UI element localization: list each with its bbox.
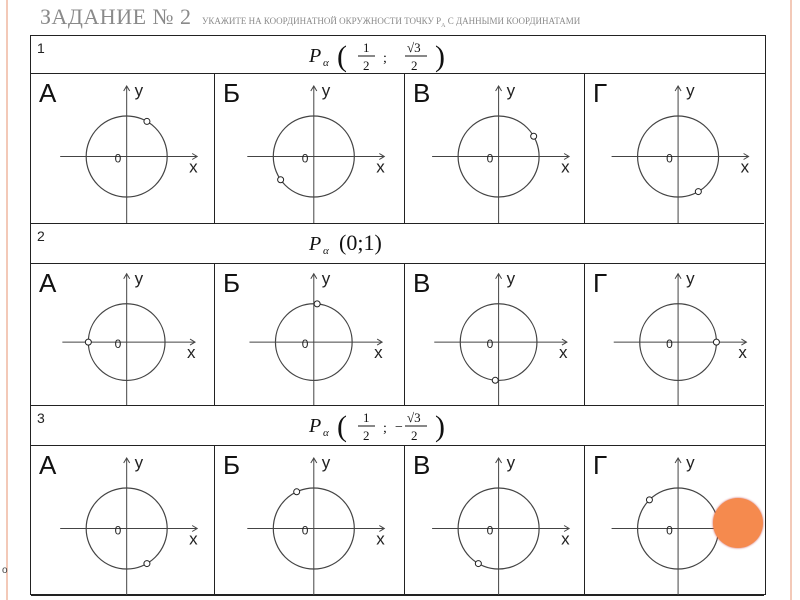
formula-separator: ; xyxy=(383,51,387,66)
formula-container xyxy=(303,408,493,449)
row-header-3 xyxy=(31,406,765,446)
circle-point-marker xyxy=(314,301,320,307)
x-axis-label: x xyxy=(561,157,570,177)
formula-symbol: P xyxy=(309,45,322,67)
formula-x-numerator: 1 xyxy=(363,410,370,425)
row-header-1 xyxy=(31,36,765,74)
unit-circle-diagram xyxy=(585,74,764,224)
circle-point-marker xyxy=(144,118,150,124)
title-main: ЗАДАНИЕ № 2 xyxy=(40,4,192,29)
x-axis-label: x xyxy=(374,343,383,363)
answer-option-3-1[interactable] xyxy=(31,446,215,596)
formula-container xyxy=(303,38,493,79)
circle-point-marker xyxy=(475,561,481,567)
circle-point-marker xyxy=(695,189,701,195)
formula-symbol: P xyxy=(309,233,322,255)
y-axis-label: y xyxy=(321,81,331,100)
origin-label: 0 xyxy=(486,523,494,538)
unit-circle-diagram xyxy=(31,446,215,596)
formula-right-paren: ) xyxy=(435,40,445,73)
option-letter: А xyxy=(39,450,57,480)
formula-subscript: α xyxy=(323,427,329,439)
x-axis-label: x xyxy=(189,529,198,549)
title-instruction-post: С ДАННЫМИ КООРДИНАТАМИ xyxy=(447,16,581,26)
origin-label: 0 xyxy=(486,151,494,166)
x-axis-label: x xyxy=(558,343,568,363)
formula-left-paren: ( xyxy=(337,410,347,443)
row-number: 1 xyxy=(37,40,45,56)
slide-title xyxy=(40,4,580,30)
y-axis-label: y xyxy=(321,268,331,288)
origin-label: 0 xyxy=(114,337,122,352)
answer-option-3-2[interactable] xyxy=(215,446,405,596)
circle-point-marker xyxy=(85,339,91,345)
answer-option-1-3[interactable] xyxy=(405,74,585,224)
answer-option-2-3[interactable] xyxy=(405,264,585,406)
origin-label: 0 xyxy=(301,523,309,538)
formula-subscript: α xyxy=(323,57,329,69)
bullet-icon: o xyxy=(2,565,8,576)
y-axis-label: y xyxy=(134,268,144,288)
answer-option-1-2[interactable] xyxy=(215,74,405,224)
y-axis-label: y xyxy=(134,453,144,472)
answer-option-2-4[interactable] xyxy=(585,264,764,406)
formula-y-sign: − xyxy=(395,420,403,435)
origin-label: 0 xyxy=(301,337,309,352)
unit-circle-diagram xyxy=(405,446,585,596)
option-letter: Б xyxy=(223,268,241,298)
x-axis-label: x xyxy=(561,529,570,549)
formula-symbol: P xyxy=(309,415,322,437)
formula-x-denominator: 2 xyxy=(363,58,370,73)
x-axis-label: x xyxy=(376,157,385,177)
row-header-2 xyxy=(31,224,765,264)
formula-right-paren: ) xyxy=(435,410,445,443)
option-letter: Б xyxy=(223,450,241,480)
formula-3 xyxy=(303,408,493,444)
formula-subscript: α xyxy=(323,245,329,257)
option-letter: Г xyxy=(593,450,608,480)
task-table xyxy=(30,35,766,595)
origin-label: 0 xyxy=(114,523,122,538)
unit-circle-diagram xyxy=(31,264,215,406)
circle-point-marker xyxy=(531,133,537,139)
formula-y-denominator: 2 xyxy=(411,58,418,73)
y-axis-label: y xyxy=(686,81,695,100)
formula-separator: ; xyxy=(383,421,387,436)
formula-coordinates: (0;1) xyxy=(339,230,382,255)
y-axis-label: y xyxy=(321,453,331,472)
title-point-sub: Α xyxy=(441,22,446,29)
unit-circle-diagram xyxy=(405,264,585,406)
unit-circle-diagram xyxy=(585,264,764,406)
formula-left-paren: ( xyxy=(337,40,347,73)
option-letter: В xyxy=(413,450,431,480)
title-point-symbol: P xyxy=(436,16,442,26)
y-axis-label: y xyxy=(686,453,695,472)
origin-label: 0 xyxy=(114,151,122,166)
unit-circle-diagram xyxy=(31,74,215,224)
origin-label: 0 xyxy=(666,523,673,538)
option-letter: В xyxy=(413,78,431,108)
x-axis-label: x xyxy=(187,343,196,363)
unit-circle-diagram xyxy=(405,74,585,224)
unit-circle-diagram xyxy=(215,74,405,224)
x-axis-label: x xyxy=(740,157,750,177)
answer-option-2-2[interactable] xyxy=(215,264,405,406)
row-number: 3 xyxy=(37,410,45,426)
unit-circle-diagram xyxy=(215,264,405,406)
origin-label: 0 xyxy=(301,151,309,166)
formula-y-numerator: √3 xyxy=(407,40,421,55)
row-number: 2 xyxy=(37,228,45,244)
circle-point-marker xyxy=(646,497,652,503)
option-letter: Б xyxy=(223,78,241,108)
circle-point-marker xyxy=(294,489,300,495)
option-letter: А xyxy=(39,268,57,298)
option-letter: А xyxy=(39,78,57,108)
x-axis-label: x xyxy=(189,157,198,177)
y-axis-label: y xyxy=(134,81,144,100)
y-axis-label: y xyxy=(506,81,516,100)
formula-2 xyxy=(303,226,493,262)
origin-label: 0 xyxy=(666,337,673,352)
origin-label: 0 xyxy=(486,337,494,352)
formula-1 xyxy=(303,38,493,74)
circle-point-marker xyxy=(492,377,498,383)
circle-point-marker xyxy=(278,177,284,183)
origin-label: 0 xyxy=(666,151,673,166)
answer-option-1-4[interactable] xyxy=(585,74,764,224)
answer-option-1-1[interactable] xyxy=(31,74,215,224)
title-instruction xyxy=(201,16,581,29)
decorative-orange-circle xyxy=(713,498,763,548)
formula-y-denominator: 2 xyxy=(411,428,418,443)
answer-option-3-3[interactable] xyxy=(405,446,585,596)
circle-point-marker xyxy=(713,339,719,345)
option-letter: В xyxy=(413,268,431,298)
y-axis-label: y xyxy=(506,453,516,472)
y-axis-label: y xyxy=(506,268,516,288)
title-instruction-pre: УКАЖИТЕ НА КООРДИНАТНОЙ ОКРУЖНОСТИ ТОЧКУ xyxy=(201,16,434,26)
formula-x-numerator: 1 xyxy=(363,40,370,55)
x-axis-label: x xyxy=(376,529,385,549)
option-letter: Г xyxy=(593,78,608,108)
y-axis-label: y xyxy=(686,268,695,288)
answer-option-2-1[interactable] xyxy=(31,264,215,406)
formula-y-numerator: √3 xyxy=(407,410,421,425)
x-axis-label: x xyxy=(738,343,747,363)
unit-circle-diagram xyxy=(215,446,405,596)
circle-point-marker xyxy=(144,561,150,567)
formula-x-denominator: 2 xyxy=(363,428,370,443)
option-letter: Г xyxy=(593,268,608,298)
formula-container xyxy=(303,226,493,267)
